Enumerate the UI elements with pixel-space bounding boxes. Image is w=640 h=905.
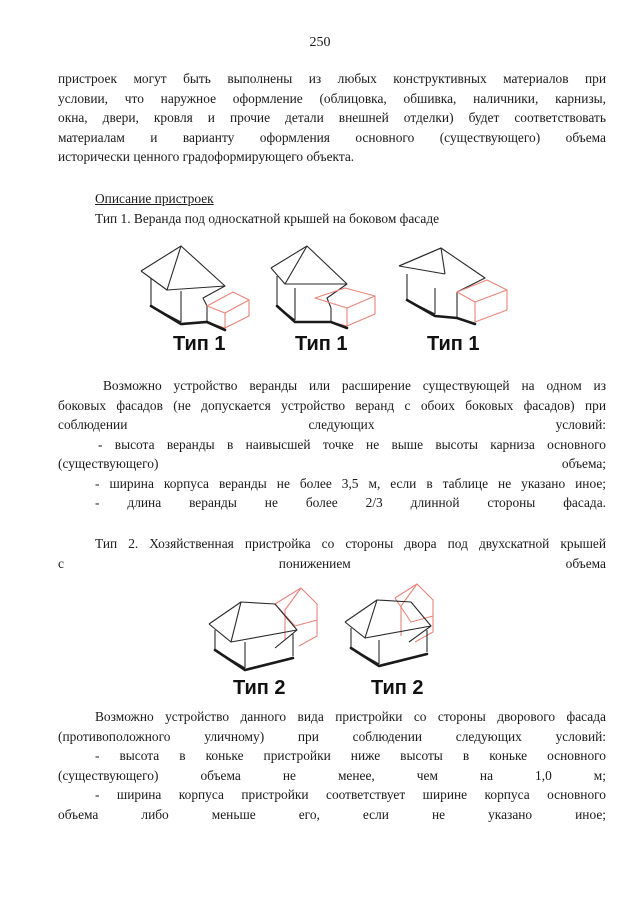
intro-line: пристроек могут быть выполнены из любых конструктивных материалов при — [58, 71, 606, 86]
type1-house-3 — [399, 248, 507, 324]
type2-house-1 — [209, 588, 317, 670]
type2-text-line: (противоположного уличному) при соблюдении следующих условий: — [58, 728, 606, 744]
type1-heading: Тип 1. Веранда под односкатной крышей на боковом фасаде — [95, 211, 440, 226]
type2-text-line: - ширина корпуса пристройки соответствует ширине корпуса основного — [95, 787, 606, 802]
type2-caption-2: Тип 2 — [371, 677, 424, 699]
type2-heading-line: Тип 2. Хозяйственная пристройка со стороны двора под двухскатной крышей — [95, 536, 606, 551]
type1-figure — [135, 238, 515, 358]
type1-text-line: соблюдении следующих условий: — [58, 417, 606, 432]
type2-heading — [58, 534, 606, 573]
type2-text-line: Возможно устройство данного вида пристройки со стороны дворового фасада — [95, 709, 606, 724]
type2-heading-line: с понижением объема — [58, 555, 606, 571]
type1-house-1 — [141, 246, 249, 330]
type1-condition: - высота веранды в наивысшей точке не выше высоты карниза основного — [98, 436, 606, 452]
type2-description — [58, 707, 606, 824]
intro-line: материалам и варианту оформления основного (существующего) объема — [58, 129, 606, 145]
page-number: 250 — [309, 35, 331, 50]
type2-house-2 — [345, 584, 433, 666]
type2-text-line: (существующего) объема не менее, чем на 1,0 м; — [58, 767, 606, 783]
type1-text-line: Возможно устройство веранды или расширение существующей на одном из — [103, 378, 606, 393]
type1-caption-2: Тип 1 — [295, 333, 348, 355]
type1-caption-1: Тип 1 — [173, 333, 226, 355]
intro-line: окна, двери, кровля и прочие детали внешней отделки) будет соответствовать — [58, 110, 606, 125]
type1-description — [58, 376, 606, 513]
type1-caption-3: Тип 1 — [427, 333, 480, 355]
section-heading: Описание пристроек — [95, 191, 214, 206]
type1-condition: - длина веранды не более 2/3 длинной стороны фасада. — [95, 495, 606, 510]
intro-line: исторически ценного градоформирующего объекта. — [58, 149, 355, 164]
type1-condition: (существующего) объема; — [58, 456, 606, 471]
type2-text-line: - высота в коньке пристройки ниже высоты в коньке основного — [95, 748, 606, 763]
intro-line: условии, что наружное оформление (облицовка, обшивка, наличники, карнизы, — [58, 90, 606, 106]
type2-text-line: объема либо меньше его, если не указано иное; — [58, 806, 606, 822]
type2-caption-1: Тип 2 — [233, 677, 286, 699]
type1-condition: - ширина корпуса веранды не более 3,5 м, если в таблице не указано иное; — [95, 475, 606, 491]
type1-house-2 — [271, 246, 375, 328]
type1-text-line: боковых фасадов (не допускается устройство веранд с обоих боковых фасадов) при — [58, 397, 606, 413]
type2-figure — [205, 580, 475, 700]
intro-paragraph — [58, 69, 606, 167]
